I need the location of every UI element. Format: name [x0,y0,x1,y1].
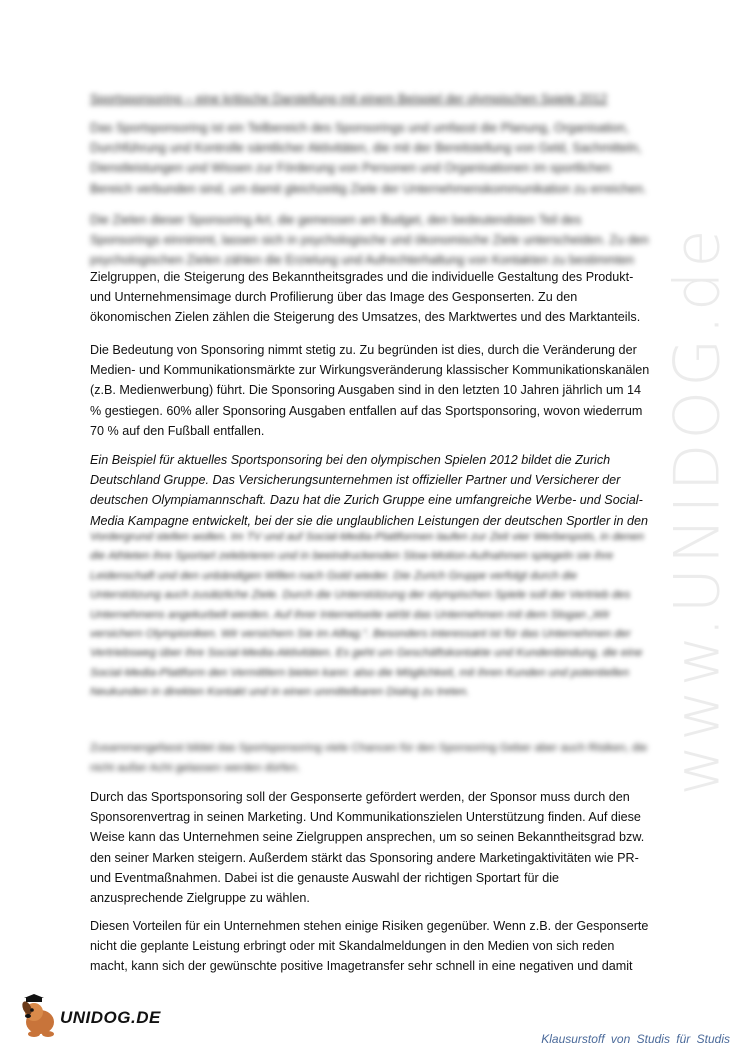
paragraph-6-text: Durch das Sportsponsoring soll der Gesponserte gefördert werden, der Sponsor muss durch den Sponsorenvertrag in seinen Marketing. Und Kommunikationszielen Unterstützung finden. Auf diese Weise kann das Unternehmen seine Zielgruppen ansprechen, um so seinen Bekanntheitsgrad bzw. den seiner Marken steigern. Außerdem stärkt das Sponsoring andere Marketingaktivitäten wie PR- und Eventmaßnahmen. Dabei ist die genauste Auswahl der richtigen Sportart für die anzusprechende Zielgruppe zu wählen. [90,790,645,906]
paragraph-4-text: Ein Beispiel für aktuelles Sportsponsoring bei den olympischen Spielen 2012 bildet die Zurich Deutschland Gruppe. Das Versicherungsunternehmen ist offizieller Partner und Versicherer der deutschen Olympiamannschaft. Dazu hat die Zurich Gruppe eine umfangreiche Werbe- und Social-Media Kampagne entwickelt, bei der sie die unglaublichen Leistungen der deutschen Sportler in den [90,453,648,528]
unidog-logo [8,990,161,1046]
paragraph-1 [90,118,650,199]
paragraph-3 [90,340,650,441]
paragraph-7-text: Diesen Vorteilen für ein Unternehmen stehen einige Risiken gegenüber. Wenn z.B. der Gesponserte nicht die geplante Leistung erbringt oder mit Skandalmeldungen in den Medien von sich reden macht, kann sich der gewünschte positive Imagetransfer sehr schnell in eine negativen und damit [90,919,649,974]
paragraph-7 [90,916,650,977]
paragraph-2-text: Zielgruppen, die Steigerung des Bekanntheitsgrades und die individuelle Gestaltung des Produkt- und Unternehmensimage durch Profilierung über das Image des Gesponserten. Zu den ökonomischen Zielen zählen die Steigerung des Umsatzes, des Marktwertes und des Marktanteils. [90,270,641,325]
paragraph-1-text: Das Sportsponsoring ist ein Teilbereich des Sponsorings und umfasst die Planung, Organisation, Durchführung und Kontrolle sämtlicher Aktivitäten, die mit der Bereitstellung von Geld, Sachmitteln, Dienstleistungen und Wissen zur Förderung von Personen und Organisationen im sportlichen Bereich verbunden sind, um damit gleichzeitig Ziele der Unternehmenskommunikation zu erreichen. [90,121,647,196]
paragraph-6 [90,787,650,908]
paragraph-2 [90,267,650,328]
paragraph-4 [90,450,650,531]
paragraph-4-blurred [90,528,650,703]
document-title: Sportsponsoring – eine kritische Darstellung mit einem Beispiel der olympischen Spiele 2012 [90,92,608,106]
paragraph-4-blurred-text: Vordergrund stellen wollen. Im TV und auf Social-Media-Plattformen laufen zur Zeit vier Werbespots, in denen die Athleten ihre Sportart zelebrieren und in beeindruckenden Slow-Motion-Aufnahmen spiegeln sie ihre Leidenschaft und den unbändigen Willen nach Gold wieder. Die Zurich Gruppe verfolgt durch die Unterstützung auch zusätzliche Ziele. Durch die Unterstützung der olympischen Spiele soll der Vertrieb des Unternehmens angekurbelt werden. Auf ihrer Internetseite wirbt das Unternehmen mit dem Slogan „Wir versichern Olympioniken. Wir versichern Sie im Alltag.“. Besonders interessant ist für das Unternehmen der Vertriebsweg über ihre Social-Media-Aktivitäten. Es geht um Geschäftskontakte und Kundenbindung, die eine Social-Media-Plattform den Vermittlern bieten kann: also die Möglichkeit, mit ihren Kunden und potentiellen Neukunden in direkten Kontakt und in einen unmittelbaren Dialog zu treten. [90,531,644,699]
paragraph-3-text: Die Bedeutung von Sponsoring nimmt stetig zu. Zu begründen ist dies, durch die Veränderung der Medien- und Kommunikationsmärkte zur Wirkungsveränderung klassischer Kommunikationskanälen (z.B. Medienwerbung) führt. Die Sponsoring Ausgaben sind in den letzten 10 Jahren jährlich um 14 % gestiegen. 60% aller Sponsoring Ausgaben entfallen auf das Sportsponsoring, wovon wiederrum 70 % auf den Fußball entfallen. [90,343,650,438]
logo-text: UNIDOG.DE [60,1008,161,1027]
paragraph-5-blurred [90,738,650,778]
paragraph-2-blurred [90,210,650,271]
dog-mascot-icon [18,994,62,1040]
watermark-text: www.UNIDOG.de [660,225,734,795]
paragraph-5-blurred-text: Zusammengefasst bildet das Sportsponsoring viele Chancen für den Sponsoring Geber aber auch Risiken, die nicht außer Acht gelassen werden dürfen. [90,742,648,775]
paragraph-2-blurred-text: Die Zielen dieser Sponsoring Art, die gemessen am Budget, den bedeutendsten Teil des Sponsorings einnimmt, lassen sich in psychologische und ökonomische Ziele unterscheiden. Zu den psychologischen Zielen zählen die Erzielung und Aufrechterhaltung von Kontakten zu bestimmten [90,213,649,268]
footer-tagline: Klausurstoff von Studis für Studis [541,1032,730,1046]
